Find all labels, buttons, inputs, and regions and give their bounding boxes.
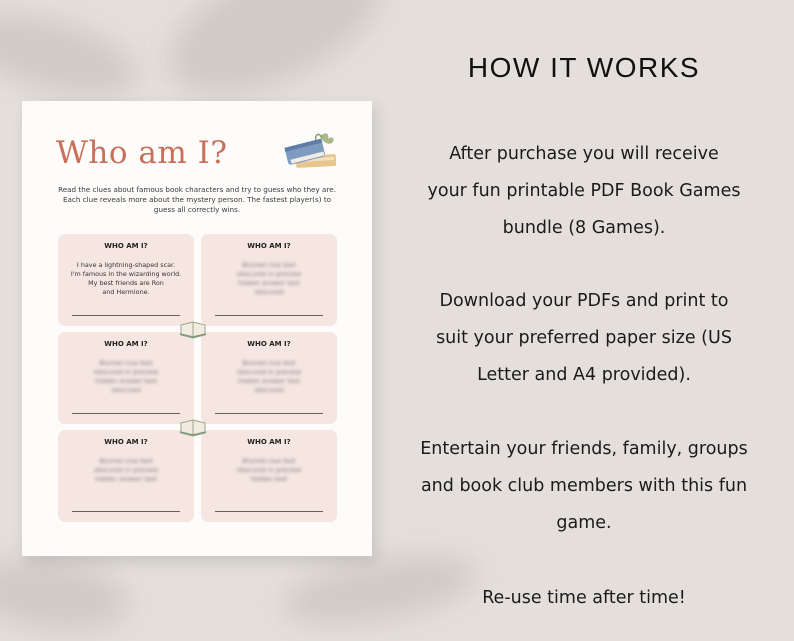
info-paragraph-reuse: Re-use time after time!: [482, 588, 686, 608]
books-icon: [280, 131, 342, 175]
clue-card: [58, 430, 194, 522]
clue-card: [201, 430, 337, 522]
clue-text: I have a lightning-shaped scar. I'm famous in the wizarding world. My best friends are Ron and Hermione.: [70, 261, 182, 296]
clue-text-blurred: Blurred clue text obscured in preview hidden text: [236, 457, 302, 483]
printable-sheet: [22, 101, 372, 556]
sheet-title: Who am I?: [56, 135, 228, 171]
leaf-shadow: [0, 0, 146, 112]
card-title: WHO AM I?: [247, 242, 291, 250]
card-title: WHO AM I?: [247, 340, 291, 348]
card-title: WHO AM I?: [247, 438, 291, 446]
clue-card: [58, 332, 194, 424]
info-paragraph-entertain: Entertain your friends, family, groups and book club members with this fun game.: [420, 439, 748, 533]
open-book-icon: [179, 319, 207, 339]
how-it-works-heading: HOW IT WORKS: [467, 52, 701, 83]
info-paragraph-purchase: After purchase you will receive your fun printable PDF Book Games bundle (8 Games).: [427, 144, 741, 238]
answer-line: [215, 413, 323, 414]
clue-card: [201, 332, 337, 424]
answer-line: [215, 511, 323, 512]
card-title: WHO AM I?: [104, 340, 148, 348]
clue-text-blurred: Blurred clue text obscured in preview hidden answer text obscured: [93, 359, 159, 394]
answer-line: [215, 315, 323, 316]
answer-line: [72, 315, 180, 316]
clue-text-blurred: Blurred clue text obscured in preview hidden answer text obscured: [236, 261, 302, 296]
answer-line: [72, 413, 180, 414]
leaf-shadow: [0, 549, 134, 641]
instructions-text: Read the clues about famous book characters and try to guess who they are. Each clue reveals more about the mystery person. The fastest player(s) to guess all correctly wins.: [58, 185, 336, 214]
clue-card: [58, 234, 194, 326]
card-title: WHO AM I?: [104, 242, 148, 250]
clue-text-blurred: Blurred clue text obscured in preview hidden answer text obscured: [236, 359, 302, 394]
open-book-icon: [179, 417, 207, 437]
answer-line: [72, 511, 180, 512]
card-title: WHO AM I?: [104, 438, 148, 446]
info-paragraph-download: Download your PDFs and print to suit your preferred paper size (US Letter and A4 provided).: [436, 291, 732, 385]
clue-text-blurred: Blurred clue text obscured in preview hidden answer text: [93, 457, 159, 483]
clue-card: [201, 234, 337, 326]
